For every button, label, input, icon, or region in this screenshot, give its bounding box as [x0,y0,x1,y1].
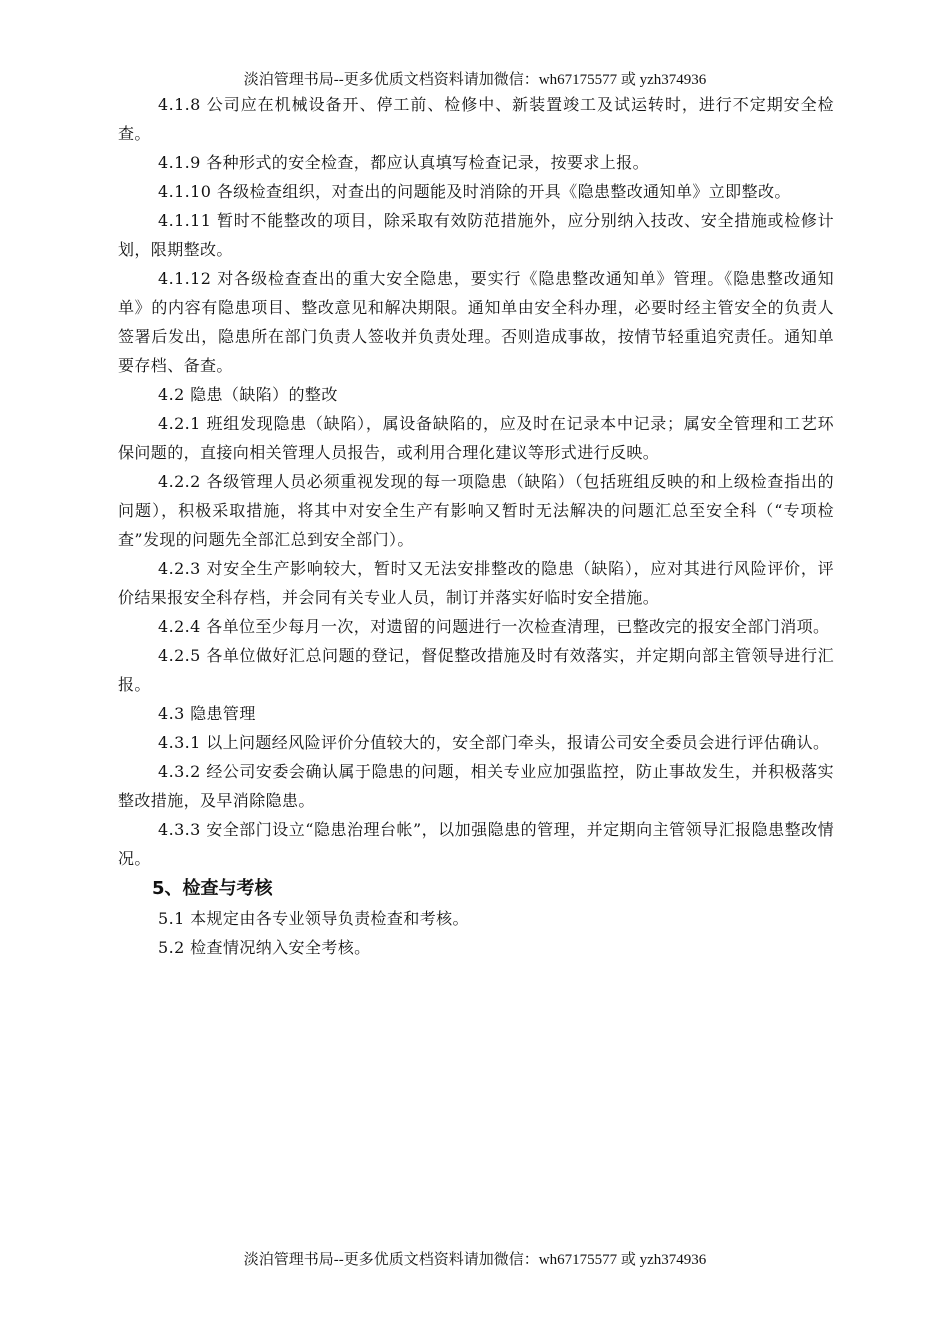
paragraph-4-2-5: 4.2.5 各单位做好汇总问题的登记，督促整改措施及时有效落实，并定期向部主管领导进行汇报。 [118,646,834,694]
paragraph-4-2-2: 4.2.2 各级管理人员必须重视发现的每一项隐患（缺陷）（包括班组反映的和上级检查指出的问题），积极采取措施，将其中对安全生产有影响又暂时无法解决的问题汇总至安全科（“专项检查”发现的问题先全部汇总到安全部门）。 [118,472,834,549]
paragraph-4-3-1: 4.3.1 以上问题经风险评价分值较大的，安全部门牵头，报请公司安全委员会进行评估确认。 [158,733,830,752]
page-footer: 淡泊管理书局--更多优质文档资料请加微信：wh67175577 或 yzh374936 [243,1252,707,1268]
paragraph-4-1-8: 4.1.8 公司应在机械设备开、停工前、检修中、新装置竣工及试运转时，进行不定期安全检查。 [118,95,834,143]
subheading-4-3: 4.3 隐患管理 [158,704,256,723]
document-body [118,90,834,962]
paragraph-4-3-3: 4.3.3 安全部门设立“隐患治理台帐”，以加强隐患的管理，并定期向主管领导汇报隐患整改情况。 [118,820,834,868]
paragraph-4-2-3: 4.2.3 对安全生产影响较大，暂时又无法安排整改的隐患（缺陷），应对其进行风险评价，评价结果报安全科存档，并会同有关专业人员，制订并落实好临时安全措施。 [118,559,834,607]
subheading-4-2: 4.2 隐患（缺陷）的整改 [158,385,338,404]
paragraph-5-2: 5.2 检查情况纳入安全考核。 [158,938,371,957]
paragraph-4-1-9: 4.1.9 各种形式的安全检查，都应认真填写检查记录，按要求上报。 [158,153,649,172]
section-5-heading: 5、检查与考核 [152,878,273,899]
paragraph-4-1-11: 4.1.11 暂时不能整改的项目，除采取有效防范措施外，应分别纳入技改、安全措施或检修计划，限期整改。 [118,211,834,259]
page-header: 淡泊管理书局--更多优质文档资料请加微信：wh67175577 或 yzh374936 [243,72,707,88]
paragraph-4-1-12: 4.1.12 对各级检查查出的重大安全隐患，要实行《隐患整改通知单》管理。《隐患整改通知单》的内容有隐患项目、整改意见和解决期限。通知单由安全科办理，必要时经主管安全的负责人签署后发出，隐患所在部门负责人签收并负责处理。否则造成事故，按情节轻重追究责任。通知单要存档、备查。 [118,269,834,375]
paragraph-5-1: 5.1 本规定由各专业领导负责检查和考核。 [158,909,469,928]
paragraph-4-2-4: 4.2.4 各单位至少每月一次，对遗留的问题进行一次检查清理，已整改完的报安全部门消项。 [158,617,830,636]
paragraph-4-1-10: 4.1.10 各级检查组织，对查出的问题能及时消除的开具《隐患整改通知单》立即整改。 [158,182,791,201]
paragraph-4-3-2: 4.3.2 经公司安委会确认属于隐患的问题，相关专业应加强监控，防止事故发生，并积极落实整改措施，及早消除隐患。 [118,762,834,810]
paragraph-4-2-1: 4.2.1 班组发现隐患（缺陷），属设备缺陷的，应及时在记录本中记录；属安全管理和工艺环保问题的，直接向相关管理人员报告，或利用合理化建议等形式进行反映。 [118,414,834,462]
